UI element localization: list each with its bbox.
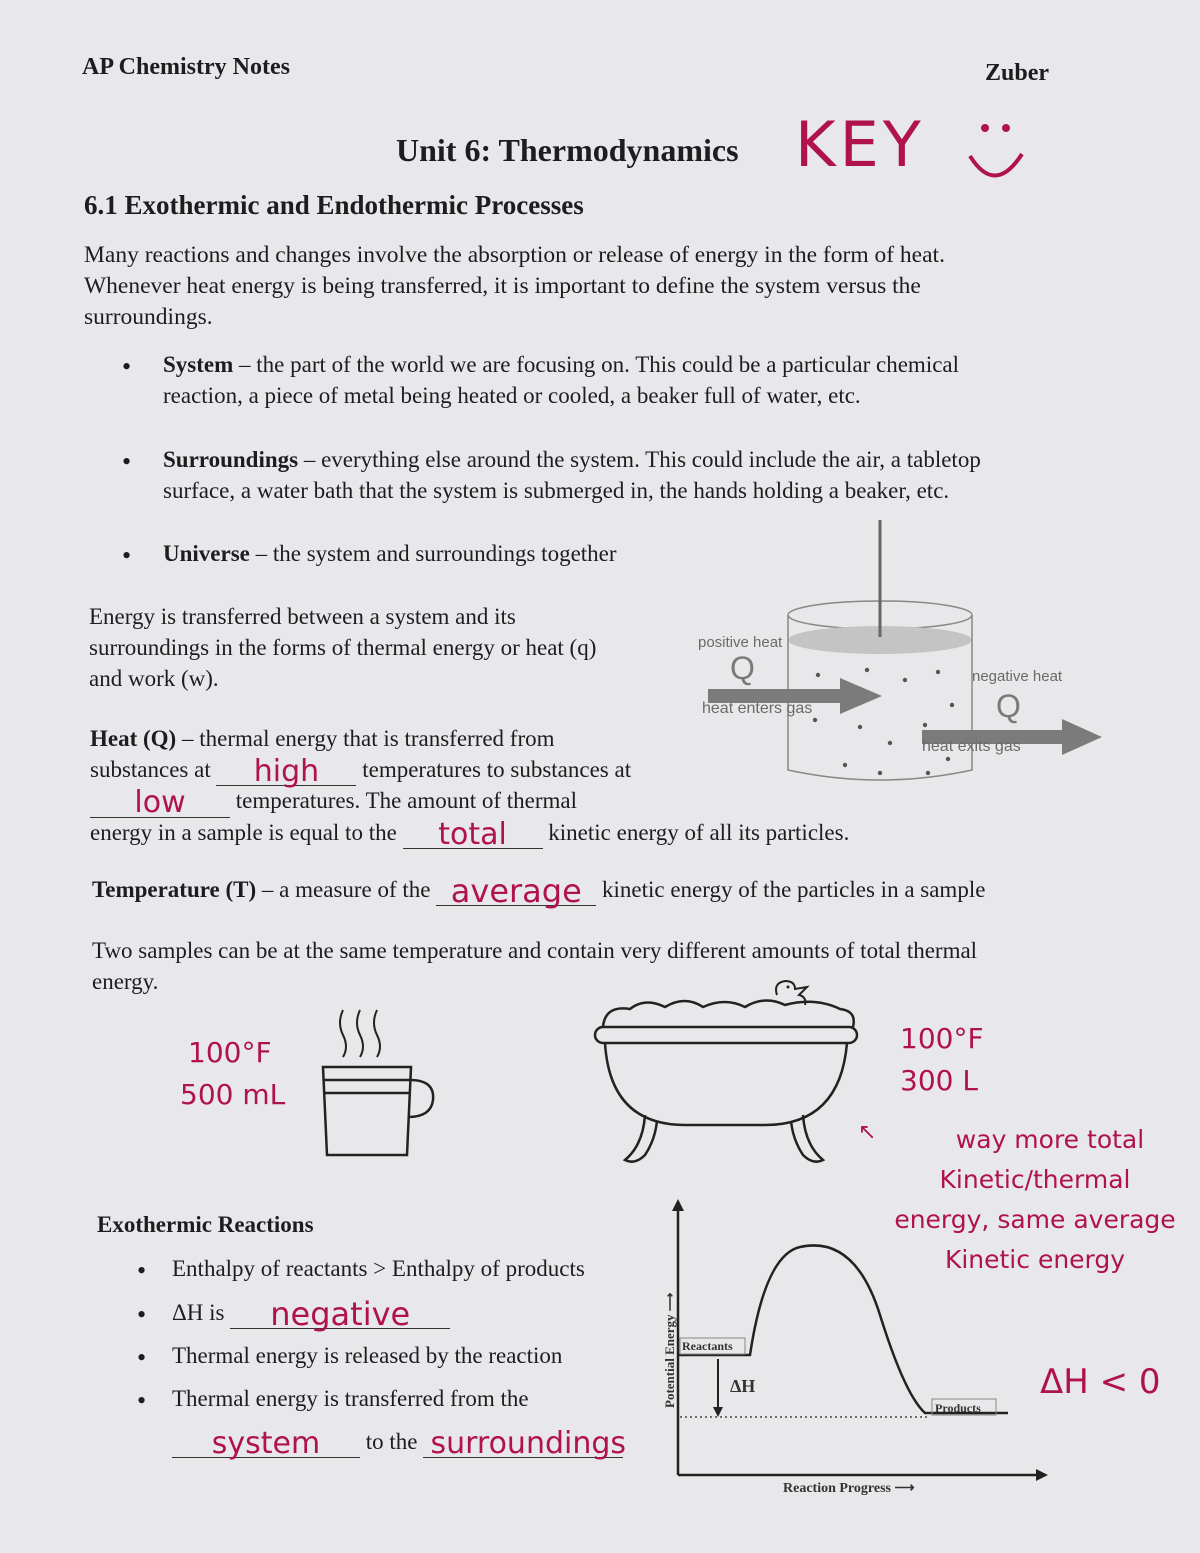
intro-paragraph: Many reactions and changes involve the absorption or release of energy in the form of heat. Whenever heat energy is being transferred, it is important to define the system versus the surroundings. [84,242,945,330]
answer-average: average [450,872,582,910]
heat-definition: Heat (Q) – thermal energy that is transferred from substances at high temperatures to substances at low temperatures. The amount of thermal energy in a sample is equal to the total kinetic energy of all its particles. [90,726,850,852]
exo-bullet-enthalpy: Enthalpy of reactants > Enthalpy of products [172,1256,585,1281]
exothermic-title: Exothermic Reactions [97,1212,314,1237]
q-symbol-out: Q [996,688,1021,724]
heat-exits-label: heat exits gas [922,738,1021,755]
section-title: 6.1 Exothermic and Endothermic Processes [84,190,584,220]
positive-heat-label: positive heat [698,634,783,651]
answer-surroundings: surroundings [430,1426,627,1461]
bathtub-icon [585,975,865,1170]
delta-h-note: ΔH < 0 [1040,1362,1161,1402]
tub-comment: way more total Kinetic/thermal energy, same average Kinetic energy [894,1125,1176,1274]
tub-temperature: 100°F [900,1022,984,1055]
y-axis-label: Potential Energy ⟶ [662,1292,677,1408]
bullet: • [137,1343,147,1372]
answer-total: total [438,816,507,852]
bullet: • [122,447,132,476]
universe-definition: Universe – the system and surroundings together [163,541,617,566]
course-title: AP Chemistry Notes [82,54,290,80]
author-name: Zuber [985,60,1050,86]
answer-system: system [211,1426,321,1461]
exo-bullet-released: Thermal energy is released by the reaction [172,1343,563,1368]
bullet: • [137,1300,147,1329]
negative-heat-label: negative heat [972,668,1063,685]
key-mark: KEY [795,108,925,181]
coffee-cup-icon [315,1005,445,1160]
cup-temperature: 100°F [188,1036,272,1069]
products-label: Products [935,1401,981,1415]
answer-negative: negative [270,1295,411,1333]
cup-volume: 500 mL [180,1078,286,1111]
system-definition: System – the part of the world we are focusing on. This could be a particular chemical reaction, a piece of metal being heated or cooled, a beaker full of water, etc. [163,352,960,408]
energy-transfer-paragraph: Energy is transferred between a system and its surroundings in the forms of thermal energy or heat (q) and work (w). [89,604,597,691]
answer-low: low [134,785,186,820]
exo-bullet-delta-h: ΔH is negative [172,1297,450,1329]
heat-enters-label: heat enters gas [702,700,813,717]
surroundings-definition: Surroundings – everything else around the system. This could include the air, a tabletop surface, a water bath that the system is submerged in, the hands holding a beaker, etc. [163,447,981,503]
exo-transfer-answers: system to the surroundings [172,1426,623,1458]
x-axis-label: Reaction Progress ⟶ [783,1481,915,1496]
temperature-definition: Temperature (T) – a measure of the average kinetic energy of the particles in a sample [92,872,986,910]
smiley-icon [960,118,1030,190]
answer-high: high [253,753,320,789]
tub-volume: 300 L [900,1064,978,1097]
exo-bullet-transfer: Thermal energy is transferred from the [172,1386,529,1411]
two-samples-paragraph: Two samples can be at the same temperature and contain very different amounts of total thermal energy. [92,938,978,994]
bullet: • [137,1256,147,1285]
pointer-arrow-icon: ↖ [858,1120,877,1145]
bullet: • [137,1386,147,1415]
reactants-label: Reactants [682,1339,733,1353]
bullet: • [122,541,132,570]
unit-title: Unit 6: Thermodynamics [396,132,739,168]
bullet: • [122,352,132,381]
delta-h-label: ΔH [730,1376,756,1396]
q-symbol-in: Q [730,650,755,686]
